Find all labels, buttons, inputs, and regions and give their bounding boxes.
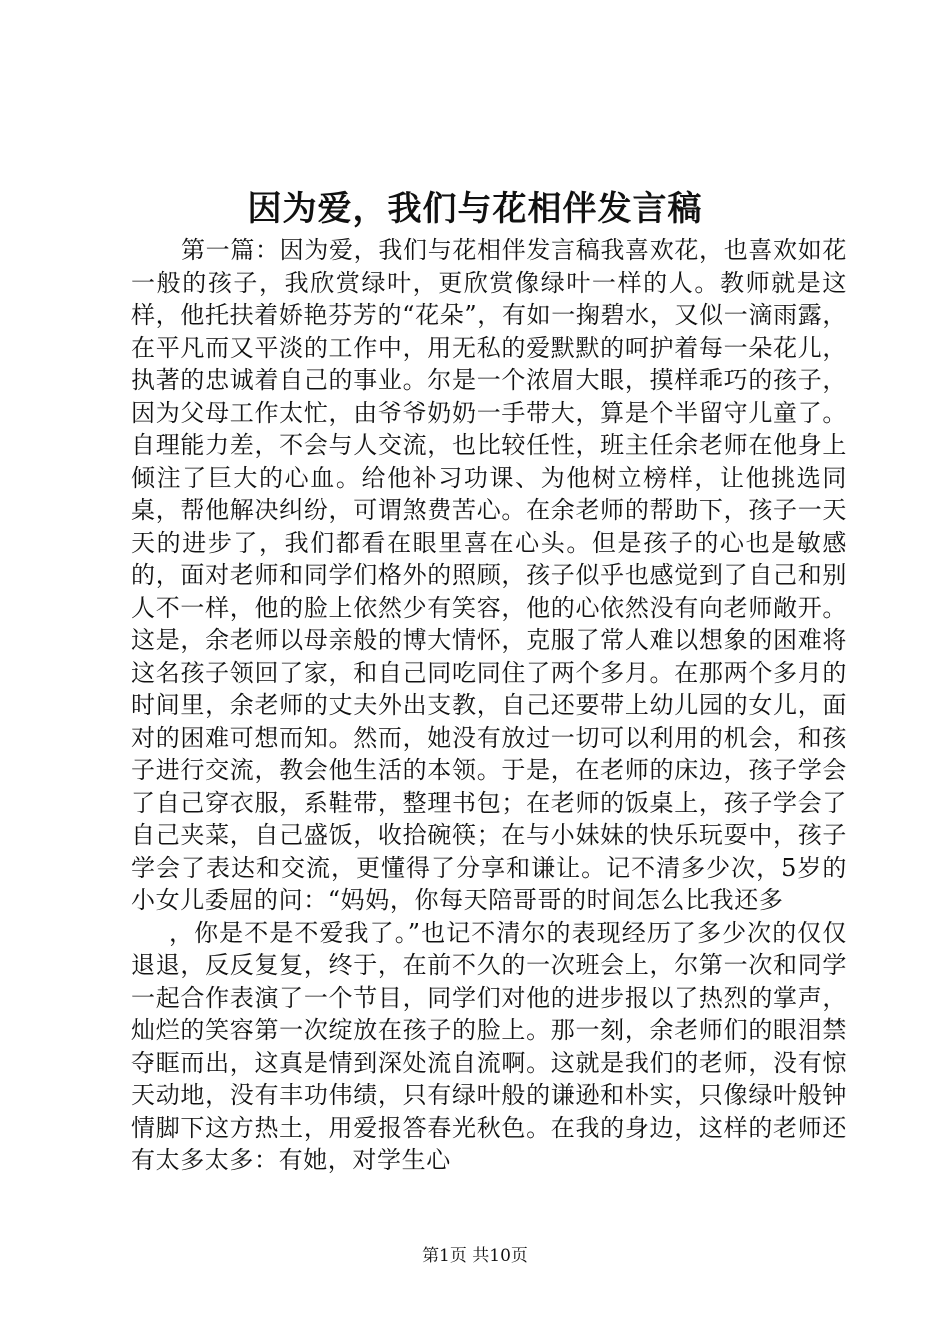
paragraph-2: ，你是不是不爱我了。”也记不清尔的表现经历了多少次的仅仅退退，反反复复，终于，在前不久的一次班会上，尔第一次和同学一起合作表演了一个节目，同学们对他的进步报以了热烈的掌声，灿烂的笑容第一次绽放在孩子的脸上。那一刻，余老师们的眼泪禁夺眶而出，这真是情到深处流自流啊。这就是我们的老师，没有惊天动地，没有丰功伟绩，只有绿叶般的谦逊和朴实，只像绿叶般钟情脚下这方热土，用爱报答春光秋色。在我的身边，这样的老师还有太多太多：有她，对学生心 bbox=[131, 918, 847, 1174]
paragraph-1: 第一篇：因为爱，我们与花相伴发言稿我喜欢花，也喜欢如花一般的孩子，我欣赏绿叶，更欣赏像绿叶一样的人。教师就是这样，他托扶着娇艳芬芳的“花朵”，有如一掬碧水，又似一滴雨露，在平凡而又平淡的工作中，用无私的爱默默的呵护着每一朵花儿，执著的忠诚着自己的事业。尔是一个浓眉大眼，摸样乖巧的孩子，因为父母工作太忙，由爷爷奶奶一手带大，算是个半留守儿童了。自理能力差，不会与人交流，也比较任性，班主任余老师在他身上倾注了巨大的心血。给他补习功课、为他树立榜样，让他挑选同桌，帮他解决纠纷，可谓煞费苦心。在余老师的帮助下，孩子一天天的进步了，我们都看在眼里喜在心头。但是孩子的心也是敏感的，面对老师和同学们格外的照顾，孩子似乎也感觉到了自己和别人不一样，他的脸上依然少有笑容，他的心依然没有向老师敞开。这是，余老师以母亲般的博大情怀，克服了常人难以想象的困难将这名孩子领回了家，和自己同吃同住了两个多月。在那两个多月的时间里，余老师的丈夫外出支教，自己还要带上幼儿园的女儿，面对的困难可想而知。然而，她没有放过一切可以利用的机会，和孩子进行交流，教会他生活的本领。于是，在老师的床边，孩子学会了自己穿衣服，系鞋带，整理书包；在老师的饭桌上，孩子学会了自己夹菜，自己盛饭，收拾碗筷；在与小妹妹的快乐玩耍中，孩子学会了表达和交流，更懂得了分享和谦让。记不清多少次，5岁的小女儿委屈的问：“妈妈，你每天陪哥哥的时间怎么比我还多 bbox=[131, 236, 847, 914]
page-footer: 第1页 共10页 bbox=[422, 1246, 528, 1266]
document-title: 因为爱，我们与花相伴发言稿 bbox=[247, 189, 703, 229]
document-body bbox=[131, 234, 847, 1177]
